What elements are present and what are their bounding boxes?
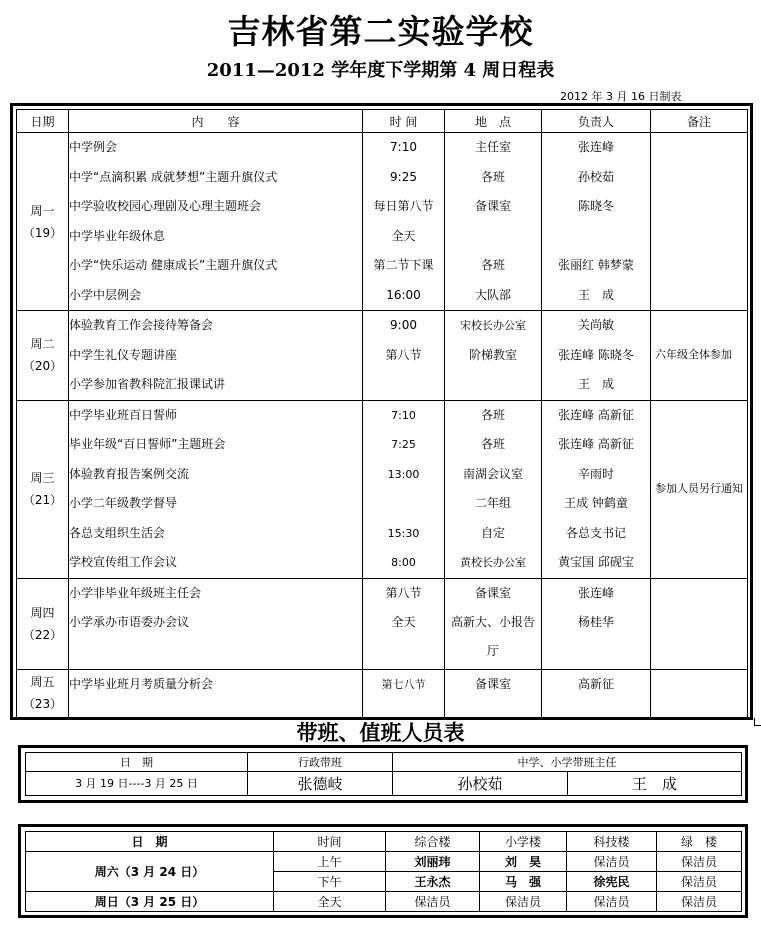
weekend-date-sat: 周六（3 月 24 日） [26,852,274,892]
day-cell [17,578,69,669]
weekend-col-building-4: 绿 楼 [657,832,742,852]
place-item [445,222,541,252]
place-item: 各班 [480,407,505,422]
weekend-person: 保洁员 [657,892,742,912]
content-cell [69,669,363,717]
place-item: 自定 [480,525,505,540]
duty-row [26,771,742,795]
day-name: 周五 [30,675,55,689]
time-item [363,489,444,519]
person-item: 张连峰 高新征 [558,407,634,422]
content-cell [69,133,363,311]
place-cell [445,133,542,311]
weekend-time: 全天 [274,892,386,912]
content-item: 小学承办市语委办会议 [69,615,190,629]
weekend-person: 保洁员 [567,852,657,872]
day-cell [17,133,69,311]
time-item: 9:00 [390,318,417,332]
day-name: 周二 [30,337,55,352]
content-item: 小学参加省教科院汇报课试讲 [69,377,226,391]
day-date: （20） [22,359,63,374]
time-item: 7:10 [391,408,416,422]
person-item: 张连峰 陈晓冬 [558,347,634,362]
person-cell [542,578,651,669]
duty-frame [18,745,748,803]
col-place: 地 点 [445,110,542,133]
col-time: 时 间 [363,110,445,133]
content-item: 中学“点滴积累 成就梦想”主题升旗仪式 [69,169,278,184]
weekend-time: 上午 [274,852,386,872]
day-date: （22） [22,627,63,642]
schedule-frame [10,103,753,720]
note-cell: 六年级全体参加 [651,311,748,401]
place-item: 阶梯教室 [468,347,517,362]
place-item: 各班 [480,437,505,451]
duty-title: 带班、值班人员表 [296,720,465,745]
time-item: 13:00 [387,467,420,481]
content-cell [69,578,363,669]
content-item: 毕业年级“百日誓师”主题班会 [69,437,226,451]
content-item: 中学例会 [69,140,118,154]
place-cell [445,400,542,578]
content-item: 小学中层例会 [69,287,142,302]
duty-admin: 张德岐 [248,771,393,795]
time-cell [363,400,445,578]
duty-header-row [26,753,742,772]
content-item: 中学毕业班月考质量分析会 [69,676,214,691]
weekend-person: 徐宪民 [567,872,657,892]
weekend-person: 保洁员 [657,872,742,892]
content-item: 中学毕业年级休息 [69,228,166,243]
content-item: 学校宣传组工作会议 [69,555,178,569]
time-item: 第七八节 [381,677,426,691]
made-date: 2012 年 3 月 16 日制表 [560,90,682,103]
day-cell [17,669,69,717]
weekend-person: 保洁员 [386,892,480,912]
note-cell: 参加人员另行通知 [651,400,748,578]
weekend-row-sat-am [26,852,742,872]
place-item: 各班 [480,258,505,272]
duty-head-2: 王 成 [568,771,742,795]
weekend-frame [18,824,748,918]
col-date: 日期 [17,110,69,133]
place-item: 二年组 [474,496,511,510]
schedule-table [16,109,748,718]
day-row-tuesday [17,311,748,401]
day-name: 周三 [30,471,55,485]
place-item [445,370,541,400]
weekend-col-time: 时间 [274,832,386,852]
time-item: 全天 [391,228,416,243]
time-cell [363,669,445,717]
day-date: （21） [22,493,63,507]
person-item: 黄宝国 邱砚宝 [558,555,634,569]
content-item: 小学二年级教学督导 [69,496,178,510]
place-item: 备课室 [474,585,511,600]
duty-date-range: 3 月 19 日----3 月 25 日 [26,771,248,795]
time-item: 第八节 [385,347,422,362]
person-item: 高新征 [577,676,614,691]
duty-col-date: 日 期 [26,753,248,772]
weekend-person: 保洁员 [657,852,742,872]
place-item: 备课室 [474,676,511,691]
weekend-col-date: 日 期 [26,832,274,852]
time-cell [363,133,445,311]
person-item [542,222,650,252]
person-item: 杨桂华 [577,615,614,629]
weekend-person: 王永杰 [386,872,480,892]
time-item: 第八节 [385,585,422,600]
time-item: 8:00 [391,556,416,569]
content-item: 小学非毕业年级班主任会 [69,585,202,600]
weekend-person: 刘丽玮 [386,852,480,872]
content-item: 小学“快乐运动 健康成长”主题升旗仪式 [69,258,278,272]
place-cell [445,669,542,717]
time-item: 9:25 [390,169,417,184]
weekend-col-building-1: 综合楼 [386,832,480,852]
day-row-wednesday [17,400,748,578]
place-item: 南湖会议室 [462,466,523,481]
weekend-col-building-3: 科技楼 [567,832,657,852]
duty-col-admin: 行政带班 [248,753,393,772]
schedule-header-row [17,110,748,133]
content-cell [69,400,363,578]
place-item: 各班 [480,169,505,184]
time-item: 第二节下课 [373,258,434,272]
time-item: 7:10 [390,140,417,154]
person-item: 王 成 [577,287,614,302]
place-item: 备课室 [474,199,511,213]
day-cell [17,311,69,401]
place-cell [445,578,542,669]
person-item: 张连峰 [577,140,614,154]
duty-table [25,752,742,796]
time-cell [363,578,445,669]
page-title: 吉林省第二实验学校 [227,12,534,51]
weekend-person: 马 强 [480,872,567,892]
day-cell [17,400,69,578]
duty-head-1: 孙校茹 [393,771,568,795]
note-cell [651,578,748,669]
content-item: 各总支组织生活会 [69,525,166,540]
weekend-person: 刘 昊 [480,852,567,872]
person-item: 王成 钟鹤童 [564,496,628,510]
duty-col-head: 中学、小学带班主任 [393,753,742,772]
note-cell [651,133,748,311]
day-date: （23） [22,697,63,711]
page-subtitle: 2011—2012 学年度下学期第 4 周日程表 [206,60,555,81]
note-cell [651,669,748,717]
person-cell [542,400,651,578]
person-cell [542,133,651,311]
place-item: 大队部 [474,287,511,302]
time-item: 7:25 [391,438,416,451]
content-item: 中学毕业班百日誓师 [69,407,178,422]
day-name: 周一 [30,203,55,218]
place-item: 高新大、小报告厅 [451,615,536,658]
col-person: 负责人 [542,110,651,133]
person-item: 孙校茹 [577,169,614,184]
day-name: 周四 [30,605,55,620]
day-row-thursday [17,578,748,669]
weekend-row-sun [26,892,742,912]
weekend-person: 保洁员 [567,892,657,912]
person-item: 张丽红 韩梦蒙 [558,258,634,272]
person-cell [542,669,651,717]
content-cell [69,311,363,401]
place-cell [445,311,542,401]
place-item: 主任室 [474,140,511,154]
person-item: 张连峰 [577,585,614,600]
content-item: 中学生礼仪专题讲座 [69,347,178,362]
time-item: 每日第八节 [373,199,434,213]
weekend-header-row [26,832,742,852]
person-item: 关尚敏 [577,318,614,332]
time-cell [363,311,445,401]
content-item: 体验教育报告案例交流 [69,466,190,481]
time-item: 16:00 [386,287,421,302]
person-item: 辛雨时 [577,466,614,481]
person-item: 张连峰 高新征 [558,437,634,451]
time-item: 全天 [391,615,416,629]
weekend-person: 保洁员 [480,892,567,912]
weekend-table [25,831,742,912]
weekend-col-building-2: 小学楼 [480,832,567,852]
person-item: 陈晓冬 [577,199,614,213]
weekend-time: 下午 [274,872,386,892]
col-note: 备注 [651,110,748,133]
time-item: 15:30 [387,526,420,540]
place-item: 宋校长办公室 [460,319,526,332]
person-cell [542,311,651,401]
day-row-friday [17,669,748,717]
weekend-date-sun: 周日（3 月 25 日） [26,892,274,912]
day-date: （19） [22,225,63,240]
place-item: 黄校长办公室 [460,556,526,569]
content-item: 体验教育工作会接待筹备会 [69,318,214,332]
col-content: 内 容 [69,110,363,133]
person-item: 王 成 [577,377,614,391]
person-item: 各总支书记 [565,525,626,540]
day-row-monday [17,133,748,311]
content-item: 中学验收校园心理剧及心理主题班会 [69,199,262,213]
time-item [363,370,444,400]
